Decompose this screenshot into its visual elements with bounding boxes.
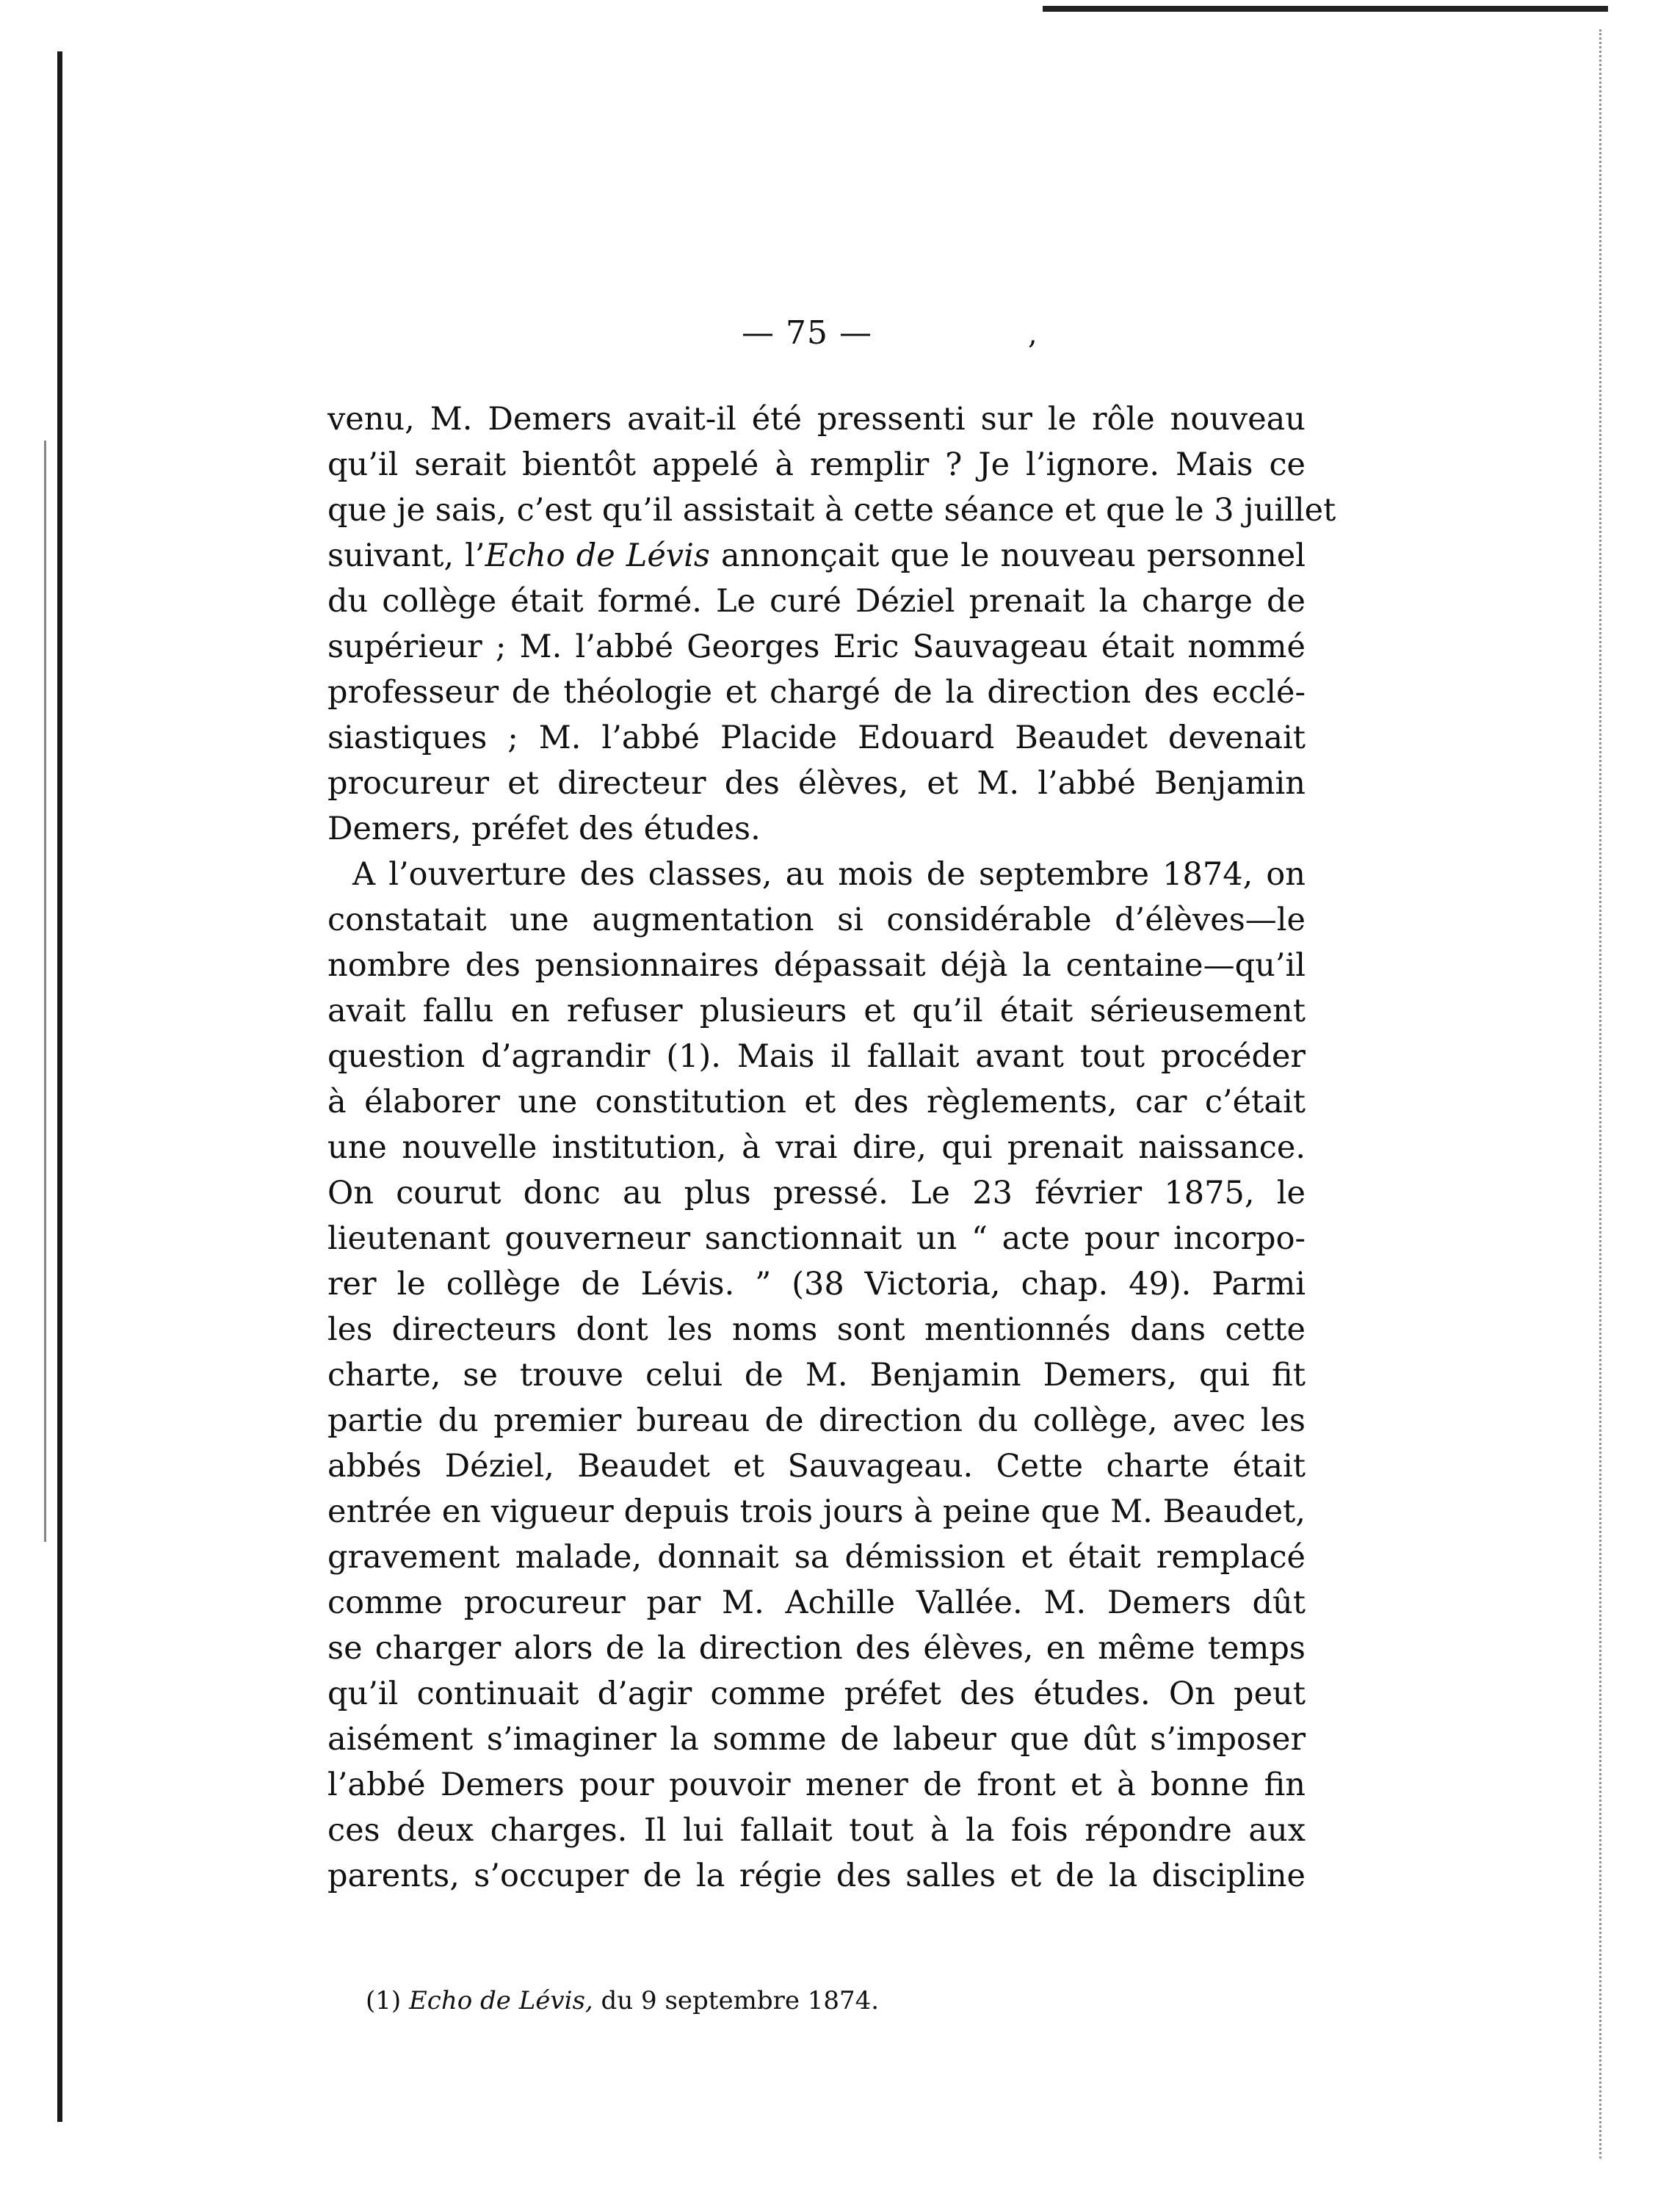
text-line: On courut donc au plus pressé. Le 23 février 1875, le — [327, 1175, 1306, 1211]
text-line: constatait une augmentation si considérable d’élèves—le — [327, 902, 1306, 938]
text-line: nombre des pensionnaires dépassait déjà la centaine—qu’il — [327, 947, 1306, 984]
text-line: aisément s’imaginer la somme de labeur que dût s’imposer — [327, 1721, 1306, 1758]
text-line — [327, 533, 1306, 579]
body-text — [327, 396, 1336, 1899]
text-line: qu’il serait bientôt appelé à remplir ? Je l’ignore. Mais ce — [327, 446, 1306, 483]
scan-right-edge — [1599, 29, 1604, 2159]
text-run: suivant, l’ — [327, 537, 485, 574]
text-line: venu, M. Demers avait-il été pressenti sur le rôle nouveau — [327, 401, 1306, 438]
text-line: comme procureur par M. Achille Vallée. M. Demers dût — [327, 1584, 1306, 1621]
text-line: entrée en vigueur depuis trois jours à peine que M. Beaudet, — [327, 1493, 1306, 1530]
text-line: les directeurs dont les noms sont mentionnés dans cette — [327, 1311, 1306, 1348]
text-line: à élaborer une constitution et des règlements, car c’était — [327, 1084, 1306, 1120]
text-line: A l’ouverture des classes, au mois de septembre 1874, on — [352, 856, 1306, 893]
text-line: partie du premier bureau de direction du collège, avec les — [327, 1402, 1306, 1439]
text-line: question d’agrandir (1). Mais il fallait avant tout procéder — [327, 1038, 1306, 1075]
text-line: l’abbé Demers pour pouvoir mener de front et à bonne fin — [327, 1767, 1306, 1803]
text-line: rer le collège de Lévis. ” (38 Victoria, chap. 49). Parmi — [327, 1266, 1306, 1303]
scan-binding-edge — [57, 51, 62, 2122]
text-line: se charger alors de la direction des élèves, en même temps — [327, 1630, 1306, 1667]
text-line: professeur de théologie et chargé de la direction des ecclé- — [327, 674, 1306, 711]
page-number-mark: , — [1028, 317, 1038, 351]
scan-top-edge — [1043, 6, 1608, 12]
text-line: procureur et directeur des élèves, et M. l’abbé Benjamin — [327, 765, 1306, 802]
text-line: abbés Déziel, Beaudet et Sauvageau. Cette charte était — [327, 1448, 1306, 1485]
text-run: annonçait que le nouveau personnel — [709, 537, 1306, 574]
footnote-text: du 9 septembre 1874. — [593, 1986, 880, 2015]
text-line: charte, se trouve celui de M. Benjamin Demers, qui fit — [327, 1357, 1306, 1394]
text-line: du collège était formé. Le curé Déziel prenait la charge de — [327, 583, 1306, 620]
journal-title: Echo de Lévis — [485, 537, 710, 574]
text-line: supérieur ; M. l’abbé Georges Eric Sauvageau était nommé — [327, 628, 1306, 665]
text-line: qu’il continuait d’agir comme préfet des études. On peut — [327, 1675, 1306, 1712]
page-number: — 75 — — [742, 314, 872, 352]
text-line: siastiques ; M. l’abbé Placide Edouard Beaudet devenait — [327, 720, 1306, 756]
footnote-journal-title: Echo de Lévis, — [408, 1986, 593, 2015]
text-line: Demers, préfet des études. — [327, 811, 761, 847]
text-line: que je sais, c’est qu’il assistait à cette séance et que le 3 juillet — [327, 492, 1336, 529]
text-line: avait fallu en refuser plusieurs et qu’il était sérieusement — [327, 993, 1306, 1029]
text-line: gravement malade, donnait sa démission et était remplacé — [327, 1539, 1306, 1576]
text-line: une nouvelle institution, à vrai dire, qui prenait naissance. — [327, 1129, 1306, 1166]
text-line: lieutenant gouverneur sanctionnait un “ acte pour incorpo- — [327, 1220, 1306, 1257]
scan-binding-shadow — [44, 441, 46, 1542]
footnote-marker: (1) — [366, 1986, 409, 2015]
text-line: ces deux charges. Il lui fallait tout à la fois répondre aux — [327, 1812, 1306, 1849]
footnote — [366, 1982, 1320, 2019]
text-line: parents, s’occuper de la régie des salles et de la discipline — [327, 1858, 1306, 1894]
